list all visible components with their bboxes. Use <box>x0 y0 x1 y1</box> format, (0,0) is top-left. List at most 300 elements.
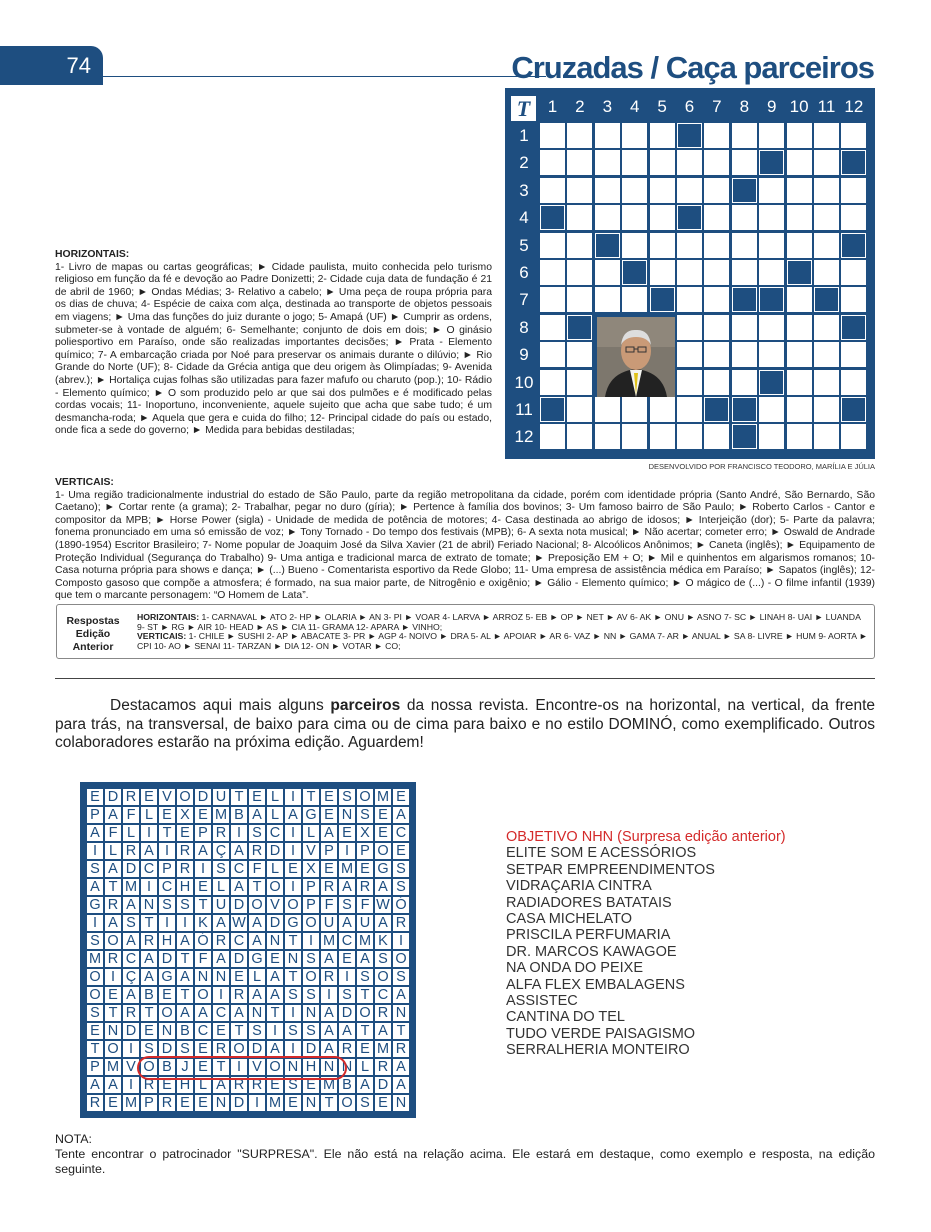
word-search-letter[interactable]: U <box>356 914 374 932</box>
word-search-letter[interactable]: D <box>158 1040 176 1058</box>
word-search-letter[interactable]: M <box>104 1058 122 1076</box>
word-search-letter[interactable]: H <box>302 1058 320 1076</box>
word-search-letter[interactable]: T <box>104 878 122 896</box>
word-search-letter[interactable]: R <box>158 1094 176 1112</box>
word-search-letter[interactable]: C <box>194 1022 212 1040</box>
word-search-letter[interactable]: M <box>374 788 392 806</box>
word-search-letter[interactable]: T <box>176 950 194 968</box>
crossword-black-cell[interactable] <box>787 260 812 285</box>
crossword-cell[interactable] <box>732 233 757 258</box>
crossword-cell[interactable] <box>704 342 729 367</box>
word-search-letter[interactable]: A <box>266 968 284 986</box>
word-search-letter[interactable]: X <box>356 824 374 842</box>
crossword-cell[interactable] <box>732 342 757 367</box>
word-search-letter[interactable]: N <box>392 1094 410 1112</box>
word-search-letter[interactable]: S <box>176 896 194 914</box>
word-search-letter[interactable]: A <box>212 914 230 932</box>
word-search-letter[interactable]: A <box>176 1004 194 1022</box>
crossword-cell[interactable] <box>540 123 565 148</box>
word-search-letter[interactable]: T <box>302 788 320 806</box>
word-search-letter[interactable]: N <box>158 1022 176 1040</box>
word-search-letter[interactable]: S <box>356 806 374 824</box>
word-search-letter[interactable]: S <box>392 968 410 986</box>
word-search-letter[interactable]: M <box>122 1094 140 1112</box>
word-search-letter[interactable]: H <box>176 878 194 896</box>
crossword-cell[interactable] <box>677 370 702 395</box>
word-search-letter[interactable]: F <box>356 896 374 914</box>
word-search-letter[interactable]: A <box>140 842 158 860</box>
crossword-cell[interactable] <box>595 287 620 312</box>
crossword-black-cell[interactable] <box>732 287 757 312</box>
word-search-letter[interactable]: E <box>140 788 158 806</box>
word-search-letter[interactable]: N <box>104 1022 122 1040</box>
word-search-letter[interactable]: S <box>302 1022 320 1040</box>
word-search-letter[interactable]: A <box>320 1022 338 1040</box>
word-search-letter[interactable]: C <box>266 824 284 842</box>
crossword-cell[interactable] <box>704 123 729 148</box>
word-search-letter[interactable]: E <box>158 1076 176 1094</box>
crossword-cell[interactable] <box>622 397 647 422</box>
word-search-letter[interactable]: E <box>176 1094 194 1112</box>
crossword-black-cell[interactable] <box>732 424 757 449</box>
crossword-cell[interactable] <box>650 233 675 258</box>
word-search-letter[interactable]: E <box>194 1040 212 1058</box>
crossword-cell[interactable] <box>540 260 565 285</box>
word-search-letter[interactable]: A <box>248 986 266 1004</box>
crossword-cell[interactable] <box>650 178 675 203</box>
word-search-letter[interactable]: I <box>284 824 302 842</box>
word-search-letter[interactable]: A <box>392 806 410 824</box>
word-search-letter[interactable]: S <box>374 950 392 968</box>
word-search-letter[interactable]: E <box>320 788 338 806</box>
word-search-letter[interactable]: A <box>320 1040 338 1058</box>
word-search-letter[interactable]: I <box>158 842 176 860</box>
crossword-cell[interactable] <box>841 123 866 148</box>
word-search-letter[interactable]: X <box>176 806 194 824</box>
word-search-letter[interactable]: O <box>302 914 320 932</box>
word-search-letter[interactable]: I <box>176 914 194 932</box>
word-search-letter[interactable]: R <box>230 986 248 1004</box>
word-search-letter[interactable]: N <box>266 932 284 950</box>
crossword-cell[interactable] <box>677 260 702 285</box>
word-search-letter[interactable]: C <box>158 878 176 896</box>
crossword-cell[interactable] <box>567 287 592 312</box>
word-search-letter[interactable]: Ó <box>392 896 410 914</box>
word-search-letter[interactable]: R <box>104 950 122 968</box>
word-search-letter[interactable]: A <box>374 1022 392 1040</box>
word-search-letter[interactable]: T <box>140 914 158 932</box>
word-search-letter[interactable]: S <box>284 986 302 1004</box>
word-search-letter[interactable]: O <box>356 1004 374 1022</box>
word-search-letter[interactable]: S <box>338 986 356 1004</box>
word-search-letter[interactable]: Ó <box>194 932 212 950</box>
crossword-cell[interactable] <box>814 178 839 203</box>
word-search-letter[interactable]: R <box>392 914 410 932</box>
word-search-letter[interactable]: S <box>86 860 104 878</box>
word-search-letter[interactable]: R <box>122 842 140 860</box>
word-search-letter[interactable]: M <box>266 1094 284 1112</box>
crossword-cell[interactable] <box>677 150 702 175</box>
word-search-letter[interactable]: R <box>338 1040 356 1058</box>
crossword-cell[interactable] <box>732 123 757 148</box>
word-search-letter[interactable]: N <box>212 968 230 986</box>
crossword-cell[interactable] <box>759 424 784 449</box>
word-search-letter[interactable]: I <box>284 878 302 896</box>
word-search-letter[interactable]: A <box>320 1004 338 1022</box>
word-search-letter[interactable]: A <box>176 932 194 950</box>
crossword-cell[interactable] <box>814 397 839 422</box>
word-search-letter[interactable]: C <box>374 986 392 1004</box>
word-search-letter[interactable]: D <box>194 788 212 806</box>
word-search-letter[interactable]: L <box>104 842 122 860</box>
word-search-letter[interactable]: I <box>194 860 212 878</box>
word-search-letter[interactable]: S <box>140 1040 158 1058</box>
word-search-letter[interactable]: L <box>248 968 266 986</box>
word-search-letter[interactable]: A <box>392 1076 410 1094</box>
word-search-letter[interactable]: I <box>122 1076 140 1094</box>
crossword-black-cell[interactable] <box>540 397 565 422</box>
word-search-letter[interactable]: O <box>266 878 284 896</box>
word-search-letter[interactable]: M <box>320 1076 338 1094</box>
word-search-letter[interactable]: I <box>392 932 410 950</box>
word-search-letter[interactable]: I <box>212 986 230 1004</box>
crossword-cell[interactable] <box>787 233 812 258</box>
word-search-letter[interactable]: R <box>248 842 266 860</box>
word-search-letter[interactable]: E <box>338 950 356 968</box>
word-search-letter[interactable]: I <box>302 932 320 950</box>
word-search-letter[interactable]: B <box>140 986 158 1004</box>
word-search-letter[interactable]: A <box>140 968 158 986</box>
word-search-letter[interactable]: F <box>194 950 212 968</box>
crossword-black-cell[interactable] <box>622 260 647 285</box>
word-search-letter[interactable]: B <box>230 806 248 824</box>
crossword-cell[interactable] <box>732 205 757 230</box>
word-search-letter[interactable]: A <box>230 842 248 860</box>
word-search-letter[interactable]: T <box>248 878 266 896</box>
crossword-cell[interactable] <box>787 205 812 230</box>
word-search-letter[interactable]: D <box>374 1076 392 1094</box>
word-search-letter[interactable]: E <box>158 986 176 1004</box>
word-search-letter[interactable]: S <box>284 1022 302 1040</box>
word-search-letter[interactable]: O <box>230 1040 248 1058</box>
word-search-letter[interactable]: M <box>212 806 230 824</box>
word-search-letter[interactable]: F <box>320 896 338 914</box>
crossword-cell[interactable] <box>704 260 729 285</box>
word-search-letter[interactable]: A <box>374 878 392 896</box>
word-search-letter[interactable]: S <box>302 950 320 968</box>
word-search-letter[interactable]: I <box>284 1040 302 1058</box>
word-search-letter[interactable]: R <box>86 1094 104 1112</box>
word-search-letter[interactable]: A <box>212 950 230 968</box>
word-search-letter[interactable]: F <box>122 806 140 824</box>
crossword-cell[interactable] <box>567 342 592 367</box>
word-search-letter[interactable]: A <box>392 986 410 1004</box>
word-search-letter[interactable]: N <box>302 1004 320 1022</box>
crossword-cell[interactable] <box>704 178 729 203</box>
word-search-letter[interactable]: S <box>158 896 176 914</box>
word-search-letter[interactable]: O <box>392 950 410 968</box>
word-search-letter[interactable]: S <box>338 896 356 914</box>
word-search-letter[interactable]: M <box>122 878 140 896</box>
word-search-letter[interactable]: A <box>338 1022 356 1040</box>
word-search-letter[interactable]: I <box>230 1058 248 1076</box>
word-search-letter[interactable]: S <box>248 1022 266 1040</box>
word-search-letter[interactable]: W <box>374 896 392 914</box>
crossword-cell[interactable] <box>787 287 812 312</box>
crossword-cell[interactable] <box>677 342 702 367</box>
word-search-letter[interactable]: A <box>194 1004 212 1022</box>
word-search-letter[interactable]: C <box>392 824 410 842</box>
crossword-cell[interactable] <box>595 397 620 422</box>
word-search-letter[interactable]: A <box>356 950 374 968</box>
crossword-cell[interactable] <box>814 150 839 175</box>
word-search-letter[interactable]: O <box>140 1058 158 1076</box>
word-search-letter[interactable]: A <box>230 1004 248 1022</box>
word-search-letter[interactable]: H <box>158 932 176 950</box>
word-search-letter[interactable]: V <box>266 896 284 914</box>
word-search-letter[interactable]: S <box>392 878 410 896</box>
word-search-letter[interactable]: R <box>176 860 194 878</box>
crossword-cell[interactable] <box>787 424 812 449</box>
word-search-letter[interactable]: I <box>104 968 122 986</box>
crossword-black-cell[interactable] <box>841 397 866 422</box>
crossword-black-cell[interactable] <box>841 233 866 258</box>
word-search-letter[interactable]: E <box>338 824 356 842</box>
word-search-letter[interactable]: N <box>338 806 356 824</box>
crossword-black-cell[interactable] <box>841 150 866 175</box>
word-search-letter[interactable]: E <box>392 842 410 860</box>
word-search-letter[interactable]: P <box>302 896 320 914</box>
word-search-letter[interactable]: A <box>230 878 248 896</box>
word-search-letter[interactable]: N <box>248 1004 266 1022</box>
word-search-letter[interactable]: L <box>266 806 284 824</box>
word-search-letter[interactable]: A <box>104 1076 122 1094</box>
word-search-letter[interactable]: T <box>266 1004 284 1022</box>
word-search-letter[interactable]: M <box>320 932 338 950</box>
crossword-cell[interactable] <box>787 178 812 203</box>
word-search-letter[interactable]: A <box>176 968 194 986</box>
word-search-letter[interactable]: S <box>356 968 374 986</box>
crossword-cell[interactable] <box>814 424 839 449</box>
word-search-letter[interactable]: I <box>284 1004 302 1022</box>
word-search-letter[interactable]: B <box>176 1022 194 1040</box>
crossword-cell[interactable] <box>759 233 784 258</box>
word-search-letter[interactable]: T <box>356 986 374 1004</box>
crossword-cell[interactable] <box>567 178 592 203</box>
word-search-letter[interactable]: E <box>194 806 212 824</box>
crossword-cell[interactable] <box>814 342 839 367</box>
word-search-letter[interactable]: B <box>158 1058 176 1076</box>
crossword-black-cell[interactable] <box>677 123 702 148</box>
word-search-letter[interactable]: R <box>374 1058 392 1076</box>
crossword-cell[interactable] <box>595 150 620 175</box>
word-search-letter[interactable]: P <box>86 1058 104 1076</box>
word-search-letter[interactable]: D <box>158 950 176 968</box>
word-search-letter[interactable]: A <box>104 860 122 878</box>
crossword-cell[interactable] <box>622 233 647 258</box>
crossword-cell[interactable] <box>787 150 812 175</box>
word-search-letter[interactable]: T <box>230 1022 248 1040</box>
word-search-letter[interactable]: D <box>230 896 248 914</box>
word-search-letter[interactable]: F <box>248 860 266 878</box>
word-search-letter[interactable]: M <box>374 1040 392 1058</box>
word-search-letter[interactable]: E <box>320 806 338 824</box>
word-search-letter[interactable]: V <box>158 788 176 806</box>
word-search-letter[interactable]: S <box>284 1076 302 1094</box>
word-search-letter[interactable]: I <box>230 824 248 842</box>
word-search-letter[interactable]: F <box>104 824 122 842</box>
word-search-letter[interactable]: A <box>338 914 356 932</box>
crossword-cell[interactable] <box>650 123 675 148</box>
word-search-letter[interactable]: E <box>284 860 302 878</box>
word-search-letter[interactable]: X <box>302 860 320 878</box>
word-search-letter[interactable]: O <box>104 1040 122 1058</box>
word-search-letter[interactable]: S <box>338 788 356 806</box>
crossword-black-cell[interactable] <box>759 287 784 312</box>
crossword-cell[interactable] <box>704 150 729 175</box>
word-search-letter[interactable]: T <box>140 1004 158 1022</box>
word-search-letter[interactable]: S <box>86 1004 104 1022</box>
word-search-letter[interactable]: N <box>284 1058 302 1076</box>
crossword-cell[interactable] <box>650 397 675 422</box>
word-search-letter[interactable]: P <box>158 860 176 878</box>
word-search-letter[interactable]: D <box>266 914 284 932</box>
crossword-cell[interactable] <box>650 260 675 285</box>
crossword-cell[interactable] <box>540 424 565 449</box>
word-search-letter[interactable]: A <box>338 878 356 896</box>
crossword-cell[interactable] <box>787 397 812 422</box>
word-search-letter[interactable]: A <box>320 824 338 842</box>
crossword-cell[interactable] <box>677 233 702 258</box>
word-search-letter[interactable]: I <box>338 842 356 860</box>
word-search-letter[interactable]: K <box>374 932 392 950</box>
word-search-letter[interactable]: C <box>122 950 140 968</box>
word-search-letter[interactable]: G <box>248 950 266 968</box>
crossword-cell[interactable] <box>567 233 592 258</box>
word-search-letter[interactable]: R <box>212 1040 230 1058</box>
word-search-letter[interactable]: G <box>284 914 302 932</box>
word-search-letter[interactable]: D <box>230 950 248 968</box>
word-search-letter[interactable]: O <box>266 1058 284 1076</box>
word-search-letter[interactable]: E <box>374 806 392 824</box>
crossword-cell[interactable] <box>841 287 866 312</box>
word-search-letter[interactable]: M <box>338 860 356 878</box>
word-search-letter[interactable]: V <box>302 842 320 860</box>
crossword-black-cell[interactable] <box>650 287 675 312</box>
word-search-letter[interactable]: A <box>122 896 140 914</box>
word-search-letter[interactable]: E <box>140 1022 158 1040</box>
word-search-letter[interactable]: E <box>104 1094 122 1112</box>
crossword-cell[interactable] <box>540 370 565 395</box>
word-search-letter[interactable]: U <box>212 788 230 806</box>
word-search-letter[interactable]: V <box>122 1058 140 1076</box>
word-search-letter[interactable]: O <box>194 986 212 1004</box>
word-search-letter[interactable]: T <box>176 986 194 1004</box>
word-search-letter[interactable]: A <box>104 914 122 932</box>
word-search-letter[interactable]: E <box>356 1040 374 1058</box>
word-search-letter[interactable]: E <box>176 824 194 842</box>
word-search-letter[interactable]: R <box>320 968 338 986</box>
crossword-cell[interactable] <box>595 123 620 148</box>
word-search-letter[interactable]: G <box>302 806 320 824</box>
crossword-cell[interactable] <box>622 178 647 203</box>
word-search-letter[interactable]: E <box>104 986 122 1004</box>
crossword-cell[interactable] <box>650 424 675 449</box>
crossword-cell[interactable] <box>841 260 866 285</box>
word-search-letter[interactable]: I <box>266 1022 284 1040</box>
word-search-letter[interactable]: C <box>230 932 248 950</box>
word-search-letter[interactable]: M <box>86 950 104 968</box>
crossword-cell[interactable] <box>704 315 729 340</box>
word-search-letter[interactable]: E <box>194 1094 212 1112</box>
crossword-cell[interactable] <box>732 370 757 395</box>
crossword-cell[interactable] <box>704 287 729 312</box>
word-search-letter[interactable]: E <box>248 788 266 806</box>
crossword-cell[interactable] <box>732 260 757 285</box>
word-search-letter[interactable]: A <box>86 1076 104 1094</box>
crossword-cell[interactable] <box>759 123 784 148</box>
word-search-letter[interactable]: E <box>86 788 104 806</box>
crossword-cell[interactable] <box>540 342 565 367</box>
word-search-letter[interactable]: T <box>284 968 302 986</box>
word-search-letter[interactable]: B <box>338 1076 356 1094</box>
word-search-letter[interactable]: P <box>140 1094 158 1112</box>
crossword-cell[interactable] <box>650 150 675 175</box>
word-search-letter[interactable]: N <box>320 1058 338 1076</box>
word-search-letter[interactable]: E <box>212 1022 230 1040</box>
crossword-cell[interactable] <box>567 424 592 449</box>
word-search-letter[interactable]: R <box>320 878 338 896</box>
word-search-letter[interactable]: E <box>284 1094 302 1112</box>
word-search-letter[interactable]: E <box>266 1076 284 1094</box>
word-search-letter[interactable]: P <box>356 842 374 860</box>
word-search-letter[interactable]: R <box>140 932 158 950</box>
crossword-cell[interactable] <box>677 315 702 340</box>
word-search-letter[interactable]: A <box>248 806 266 824</box>
word-search-letter[interactable]: N <box>284 950 302 968</box>
crossword-cell[interactable] <box>814 123 839 148</box>
crossword-cell[interactable] <box>595 205 620 230</box>
word-search-letter[interactable]: A <box>140 950 158 968</box>
word-search-letter[interactable]: E <box>356 860 374 878</box>
word-search-letter[interactable]: E <box>266 950 284 968</box>
word-search-letter[interactable]: A <box>104 806 122 824</box>
crossword-cell[interactable] <box>841 424 866 449</box>
word-search-letter[interactable]: K <box>194 914 212 932</box>
word-search-letter[interactable]: O <box>176 788 194 806</box>
crossword-cell[interactable] <box>567 260 592 285</box>
word-search-letter[interactable]: I <box>140 824 158 842</box>
word-search-letter[interactable]: L <box>356 1058 374 1076</box>
word-search-letter[interactable]: O <box>374 842 392 860</box>
word-search-letter[interactable]: L <box>212 878 230 896</box>
word-search-letter[interactable]: M <box>356 932 374 950</box>
word-search-letter[interactable]: S <box>86 932 104 950</box>
crossword-cell[interactable] <box>787 123 812 148</box>
crossword-cell[interactable] <box>787 315 812 340</box>
crossword-cell[interactable] <box>540 233 565 258</box>
word-search-letter[interactable]: I <box>284 788 302 806</box>
word-search-letter[interactable]: O <box>104 932 122 950</box>
word-search-letter[interactable]: A <box>86 878 104 896</box>
crossword-cell[interactable] <box>622 205 647 230</box>
word-search-letter[interactable]: N <box>338 1058 356 1076</box>
word-search-letter[interactable]: S <box>302 986 320 1004</box>
crossword-cell[interactable] <box>540 150 565 175</box>
word-search-letter[interactable]: Ç <box>212 842 230 860</box>
crossword-cell[interactable] <box>595 260 620 285</box>
word-search-letter[interactable]: O <box>374 968 392 986</box>
